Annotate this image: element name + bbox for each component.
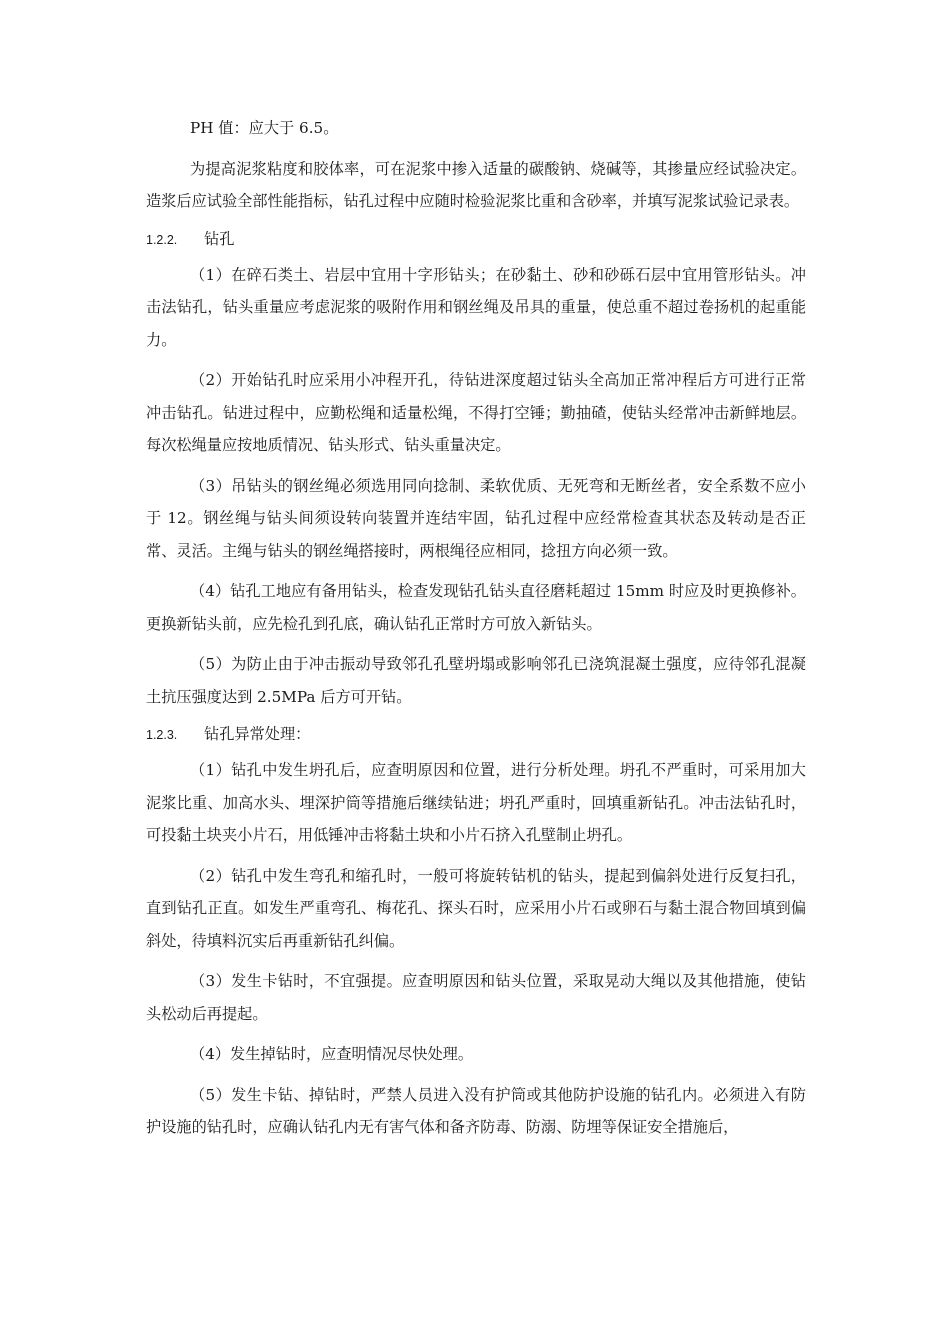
paragraph-ph-value: PH 值：应大于 6.5。 — [190, 119, 339, 137]
list-item: （4）钻孔工地应有备用钻头，检查发现钻孔钻头直径磨耗超过 15mm 时应及时更换修补。更换新钻头前，应先检孔到孔底，确认钻孔正常时方可放入新钻头。 — [146, 582, 806, 633]
section-heading-drilling — [146, 226, 806, 253]
list-item: （4）发生掉钻时，应查明情况尽快处理。 — [190, 1045, 474, 1063]
list-item: （3）吊钻头的钢丝绳必须选用同向捻制、柔软优质、无死弯和无断丝者，安全系数不应小于 12。钢丝绳与钻头间须设转向装置并连结牢固，钻孔过程中应经常检查其状态及转动是否正常、灵活。主绳与钻头的钢丝绳搭接时，两根绳径应相同，捻扭方向必须一致。 — [146, 476, 806, 560]
section-title: 钻孔异常处理： — [204, 725, 311, 743]
section-number: 1.2.3. — [146, 728, 178, 742]
section-title: 钻孔 — [204, 229, 235, 248]
section-heading-drilling-exceptions — [146, 721, 806, 748]
document-body — [146, 112, 806, 1152]
list-item: （2）开始钻孔时应采用小冲程开孔，待钻进深度超过钻头全高加正常冲程后方可进行正常冲击钻孔。钻进过程中，应勤松绳和适量松绳，不得打空锤；勤抽碴，使钻头经常冲击新鲜地层。每次松绳量应按地质情况、钻头形式、钻头重量决定。 — [146, 371, 806, 454]
list-item: （5）发生卡钻、掉钻时，严禁人员进入没有护筒或其他防护设施的钻孔内。必须进入有防护设施的钻孔时，应确认钻孔内无有害气体和备齐防毒、防溺、防埋等保证安全措施后， — [146, 1085, 806, 1136]
list-item: （1）钻孔中发生坍孔后，应查明原因和位置，进行分析处理。坍孔不严重时，可采用加大泥浆比重、加高水头、埋深护筒等措施后继续钻进；坍孔严重时，回填重新钻孔。冲击法钻孔时，可投黏土块夹小片石，用低锤冲击将黏土块和小片石挤入孔壁制止坍孔。 — [146, 761, 806, 844]
list-item: （2）钻孔中发生弯孔和缩孔时，一般可将旋转钻机的钻头，提起到偏斜处进行反复扫孔，直到钻孔正直。如发生严重弯孔、梅花孔、探头石时，应采用小片石或卵石与黏土混合物回填到偏斜处，待填料沉实后再重新钻孔纠偏。 — [146, 866, 806, 950]
paragraph-mud-additives: 为提高泥浆粘度和胶体率，可在泥浆中掺入适量的碳酸钠、烧碱等，其掺量应经试验决定。造浆后应试验全部性能指标，钻孔过程中应随时检验泥浆比重和含砂率，并填写泥浆试验记录表。 — [146, 159, 806, 210]
list-item: （1）在碎石类土、岩层中宜用十字形钻头；在砂黏土、砂和砂砾石层中宜用管形钻头。冲击法钻孔，钻头重量应考虑泥浆的吸附作用和钢丝绳及吊具的重量，使总重不超过卷扬机的起重能力。 — [146, 265, 806, 349]
section-number: 1.2.2. — [146, 232, 178, 247]
list-item: （3）发生卡钻时，不宜强提。应查明原因和钻头位置，采取晃动大绳以及其他措施，使钻头松动后再提起。 — [146, 972, 806, 1023]
list-item: （5）为防止由于冲击振动导致邻孔孔壁坍塌或影响邻孔已浇筑混凝土强度，应待邻孔混凝土抗压强度达到 2.5MPa 后方可开钻。 — [146, 655, 806, 706]
